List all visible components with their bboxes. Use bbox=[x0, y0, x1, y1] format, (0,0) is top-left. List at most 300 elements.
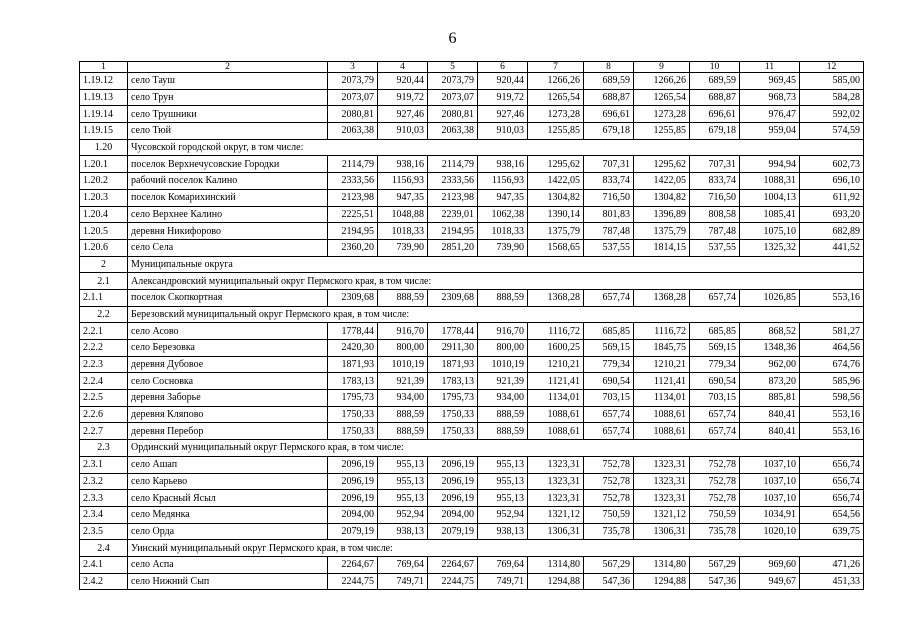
table-row bbox=[80, 523, 864, 540]
settlement-name: деревня Дубовое bbox=[128, 356, 328, 373]
section-row bbox=[80, 540, 864, 557]
value-cell-col-11: 994,94 bbox=[740, 156, 800, 173]
value-cell-col-9: 1265,54 bbox=[634, 89, 690, 106]
value-cell-col-6: 955,13 bbox=[478, 473, 528, 490]
value-cell-col-6: 739,90 bbox=[478, 239, 528, 256]
value-cell-col-8: 833,74 bbox=[584, 173, 634, 190]
section-title: Чусовской городской округ, в том числе: bbox=[128, 139, 864, 156]
section-title: Ординский муниципальный округ Пермского края, в том числе: bbox=[128, 440, 864, 457]
value-cell-col-3: 1750,33 bbox=[328, 423, 378, 440]
settlement-name: село Сосновка bbox=[128, 373, 328, 390]
value-cell-col-12: 656,74 bbox=[800, 490, 864, 507]
value-cell-col-4: 1048,88 bbox=[378, 206, 428, 223]
settlement-name: село Асово bbox=[128, 323, 328, 340]
value-cell-col-8: 547,36 bbox=[584, 573, 634, 590]
table-row bbox=[80, 456, 864, 473]
row-code: 2.2.5 bbox=[80, 390, 128, 407]
value-cell-col-12: 656,74 bbox=[800, 456, 864, 473]
value-cell-col-10: 688,87 bbox=[690, 89, 740, 106]
value-cell-col-5: 2911,30 bbox=[428, 340, 478, 357]
row-code: 1.20 bbox=[80, 139, 128, 156]
row-code: 2.2.1 bbox=[80, 323, 128, 340]
table-row bbox=[80, 373, 864, 390]
value-cell-col-12: 598,56 bbox=[800, 390, 864, 407]
value-cell-col-11: 873,20 bbox=[740, 373, 800, 390]
value-cell-col-6: 921,39 bbox=[478, 373, 528, 390]
value-cell-col-7: 1304,82 bbox=[528, 189, 584, 206]
value-cell-col-11: 1085,41 bbox=[740, 206, 800, 223]
value-cell-col-8: 779,34 bbox=[584, 356, 634, 373]
value-cell-col-3: 2333,56 bbox=[328, 173, 378, 190]
value-cell-col-5: 2079,19 bbox=[428, 523, 478, 540]
value-cell-col-8: 750,59 bbox=[584, 506, 634, 523]
column-header-12: 12 bbox=[800, 62, 864, 73]
value-cell-col-8: 685,85 bbox=[584, 323, 634, 340]
value-cell-col-5: 2063,38 bbox=[428, 123, 478, 140]
value-cell-col-11: 969,45 bbox=[740, 73, 800, 90]
value-cell-col-8: 735,78 bbox=[584, 523, 634, 540]
value-cell-col-12: 451,33 bbox=[800, 573, 864, 590]
value-cell-col-4: 955,13 bbox=[378, 456, 428, 473]
value-cell-col-9: 1255,85 bbox=[634, 123, 690, 140]
value-cell-col-7: 1121,41 bbox=[528, 373, 584, 390]
value-cell-col-11: 1037,10 bbox=[740, 490, 800, 507]
value-cell-col-6: 888,59 bbox=[478, 406, 528, 423]
value-cell-col-5: 2194,95 bbox=[428, 223, 478, 240]
value-cell-col-7: 1323,31 bbox=[528, 490, 584, 507]
value-cell-col-12: 602,73 bbox=[800, 156, 864, 173]
value-cell-col-12: 581,27 bbox=[800, 323, 864, 340]
value-cell-col-3: 2114,79 bbox=[328, 156, 378, 173]
settlement-name: поселок Скопкортная bbox=[128, 289, 328, 306]
row-code: 2.3.4 bbox=[80, 506, 128, 523]
value-cell-col-4: 1156,93 bbox=[378, 173, 428, 190]
value-cell-col-12: 592,02 bbox=[800, 106, 864, 123]
value-cell-col-3: 2073,79 bbox=[328, 73, 378, 90]
value-cell-col-6: 927,46 bbox=[478, 106, 528, 123]
value-cell-col-4: 769,64 bbox=[378, 556, 428, 573]
value-cell-col-8: 801,83 bbox=[584, 206, 634, 223]
value-cell-col-10: 696,61 bbox=[690, 106, 740, 123]
value-cell-col-7: 1323,31 bbox=[528, 456, 584, 473]
row-code: 2.2.3 bbox=[80, 356, 128, 373]
value-cell-col-10: 735,78 bbox=[690, 523, 740, 540]
settlement-name: рабочий поселок Калино bbox=[128, 173, 328, 190]
value-cell-col-9: 1306,31 bbox=[634, 523, 690, 540]
row-code: 2.1 bbox=[80, 273, 128, 290]
value-cell-col-8: 537,55 bbox=[584, 239, 634, 256]
row-code: 1.19.14 bbox=[80, 106, 128, 123]
value-cell-col-3: 2264,67 bbox=[328, 556, 378, 573]
value-cell-col-9: 1088,61 bbox=[634, 423, 690, 440]
table-row bbox=[80, 406, 864, 423]
row-code: 2.4 bbox=[80, 540, 128, 557]
value-cell-col-5: 2080,81 bbox=[428, 106, 478, 123]
value-cell-col-12: 585,00 bbox=[800, 73, 864, 90]
value-cell-col-3: 1750,33 bbox=[328, 406, 378, 423]
value-cell-col-8: 716,50 bbox=[584, 189, 634, 206]
value-cell-col-5: 1783,13 bbox=[428, 373, 478, 390]
value-cell-col-7: 1295,62 bbox=[528, 156, 584, 173]
value-cell-col-4: 955,13 bbox=[378, 490, 428, 507]
column-header-5: 5 bbox=[428, 62, 478, 73]
settlement-name: деревня Перебор bbox=[128, 423, 328, 440]
value-cell-col-3: 1783,13 bbox=[328, 373, 378, 390]
value-cell-col-5: 2123,98 bbox=[428, 189, 478, 206]
value-cell-col-11: 976,47 bbox=[740, 106, 800, 123]
value-cell-col-12: 441,52 bbox=[800, 239, 864, 256]
table-row bbox=[80, 556, 864, 573]
value-cell-col-10: 537,55 bbox=[690, 239, 740, 256]
value-cell-col-12: 674,76 bbox=[800, 356, 864, 373]
value-cell-col-4: 749,71 bbox=[378, 573, 428, 590]
value-cell-col-6: 749,71 bbox=[478, 573, 528, 590]
value-cell-col-7: 1314,80 bbox=[528, 556, 584, 573]
value-cell-col-6: 888,59 bbox=[478, 289, 528, 306]
value-cell-col-4: 1018,33 bbox=[378, 223, 428, 240]
value-cell-col-6: 1062,38 bbox=[478, 206, 528, 223]
value-cell-col-4: 938,16 bbox=[378, 156, 428, 173]
value-cell-col-9: 1314,80 bbox=[634, 556, 690, 573]
value-cell-col-7: 1255,85 bbox=[528, 123, 584, 140]
settlement-name: село Трушники bbox=[128, 106, 328, 123]
value-cell-col-8: 689,59 bbox=[584, 73, 634, 90]
value-cell-col-7: 1273,28 bbox=[528, 106, 584, 123]
table-row bbox=[80, 223, 864, 240]
value-cell-col-11: 1348,36 bbox=[740, 340, 800, 357]
value-cell-col-7: 1265,54 bbox=[528, 89, 584, 106]
settlement-name: село Карьево bbox=[128, 473, 328, 490]
table-row bbox=[80, 239, 864, 256]
table-row bbox=[80, 106, 864, 123]
value-cell-col-9: 1088,61 bbox=[634, 406, 690, 423]
value-cell-col-6: 916,70 bbox=[478, 323, 528, 340]
value-cell-col-11: 968,73 bbox=[740, 89, 800, 106]
value-cell-col-12: 682,89 bbox=[800, 223, 864, 240]
value-cell-col-11: 868,52 bbox=[740, 323, 800, 340]
value-cell-col-12: 471,26 bbox=[800, 556, 864, 573]
table-row bbox=[80, 423, 864, 440]
value-cell-col-9: 1323,31 bbox=[634, 473, 690, 490]
value-cell-col-5: 1795,73 bbox=[428, 390, 478, 407]
row-code: 2.3.2 bbox=[80, 473, 128, 490]
row-code: 1.20.5 bbox=[80, 223, 128, 240]
value-cell-col-7: 1266,26 bbox=[528, 73, 584, 90]
value-cell-col-7: 1375,79 bbox=[528, 223, 584, 240]
value-cell-col-6: 769,64 bbox=[478, 556, 528, 573]
value-cell-col-5: 2333,56 bbox=[428, 173, 478, 190]
value-cell-col-12: 553,16 bbox=[800, 406, 864, 423]
value-cell-col-6: 934,00 bbox=[478, 390, 528, 407]
value-cell-col-8: 787,48 bbox=[584, 223, 634, 240]
table-row bbox=[80, 573, 864, 590]
column-header-2: 2 bbox=[128, 62, 328, 73]
value-cell-col-8: 752,78 bbox=[584, 456, 634, 473]
value-cell-col-5: 1778,44 bbox=[428, 323, 478, 340]
value-cell-col-7: 1568,65 bbox=[528, 239, 584, 256]
value-cell-col-3: 2096,19 bbox=[328, 473, 378, 490]
value-cell-col-11: 1088,31 bbox=[740, 173, 800, 190]
value-cell-col-5: 1750,33 bbox=[428, 423, 478, 440]
value-cell-col-8: 688,87 bbox=[584, 89, 634, 106]
value-cell-col-10: 752,78 bbox=[690, 490, 740, 507]
value-cell-col-11: 1325,32 bbox=[740, 239, 800, 256]
value-cell-col-11: 962,00 bbox=[740, 356, 800, 373]
value-cell-col-5: 2264,67 bbox=[428, 556, 478, 573]
value-cell-col-6: 955,13 bbox=[478, 456, 528, 473]
row-code: 1.20.1 bbox=[80, 156, 128, 173]
value-cell-col-7: 1321,12 bbox=[528, 506, 584, 523]
table-row bbox=[80, 323, 864, 340]
value-cell-col-6: 800,00 bbox=[478, 340, 528, 357]
value-cell-col-12: 585,96 bbox=[800, 373, 864, 390]
page-number: 6 bbox=[448, 30, 457, 47]
value-cell-col-4: 952,94 bbox=[378, 506, 428, 523]
value-cell-col-3: 2225,51 bbox=[328, 206, 378, 223]
value-cell-col-4: 921,39 bbox=[378, 373, 428, 390]
value-cell-col-10: 569,15 bbox=[690, 340, 740, 357]
value-cell-col-11: 885,81 bbox=[740, 390, 800, 407]
settlement-name: село Березовка bbox=[128, 340, 328, 357]
column-header-1: 1 bbox=[80, 62, 128, 73]
value-cell-col-8: 657,74 bbox=[584, 406, 634, 423]
table-row bbox=[80, 89, 864, 106]
value-cell-col-12: 553,16 bbox=[800, 289, 864, 306]
value-cell-col-5: 2096,19 bbox=[428, 490, 478, 507]
table-row bbox=[80, 289, 864, 306]
column-header-3: 3 bbox=[328, 62, 378, 73]
value-cell-col-4: 920,44 bbox=[378, 73, 428, 90]
value-cell-col-9: 1304,82 bbox=[634, 189, 690, 206]
value-cell-col-4: 934,00 bbox=[378, 390, 428, 407]
table-row bbox=[80, 123, 864, 140]
value-cell-col-5: 2073,79 bbox=[428, 73, 478, 90]
value-cell-col-3: 2244,75 bbox=[328, 573, 378, 590]
value-cell-col-10: 679,18 bbox=[690, 123, 740, 140]
table-row bbox=[80, 156, 864, 173]
value-cell-col-7: 1088,61 bbox=[528, 406, 584, 423]
value-cell-col-3: 2123,98 bbox=[328, 189, 378, 206]
section-row bbox=[80, 139, 864, 156]
value-cell-col-7: 1422,05 bbox=[528, 173, 584, 190]
row-code: 2.2.4 bbox=[80, 373, 128, 390]
value-cell-col-3: 2096,19 bbox=[328, 490, 378, 507]
value-cell-col-9: 1814,15 bbox=[634, 239, 690, 256]
value-cell-col-12: 639,75 bbox=[800, 523, 864, 540]
value-cell-col-3: 2194,95 bbox=[328, 223, 378, 240]
value-cell-col-4: 910,03 bbox=[378, 123, 428, 140]
value-cell-col-3: 2309,68 bbox=[328, 289, 378, 306]
column-header-7: 7 bbox=[528, 62, 584, 73]
value-cell-col-10: 567,29 bbox=[690, 556, 740, 573]
column-header-11: 11 bbox=[740, 62, 800, 73]
value-cell-col-6: 938,13 bbox=[478, 523, 528, 540]
value-cell-col-3: 1871,93 bbox=[328, 356, 378, 373]
value-cell-col-7: 1294,88 bbox=[528, 573, 584, 590]
settlement-name: деревня Кляпово bbox=[128, 406, 328, 423]
section-title: Уинский муниципальный округ Пермского края, в том числе: bbox=[128, 540, 864, 557]
value-cell-col-10: 716,50 bbox=[690, 189, 740, 206]
value-cell-col-8: 657,74 bbox=[584, 423, 634, 440]
value-cell-col-12: 654,56 bbox=[800, 506, 864, 523]
value-cell-col-8: 703,15 bbox=[584, 390, 634, 407]
value-cell-col-8: 567,29 bbox=[584, 556, 634, 573]
table-row bbox=[80, 390, 864, 407]
value-cell-col-6: 938,16 bbox=[478, 156, 528, 173]
settlement-name: село Верхнее Калино bbox=[128, 206, 328, 223]
value-cell-col-6: 952,94 bbox=[478, 506, 528, 523]
value-cell-col-10: 657,74 bbox=[690, 406, 740, 423]
value-cell-col-8: 752,78 bbox=[584, 490, 634, 507]
value-cell-col-11: 1034,91 bbox=[740, 506, 800, 523]
value-cell-col-9: 1116,72 bbox=[634, 323, 690, 340]
value-cell-col-9: 1210,21 bbox=[634, 356, 690, 373]
value-cell-col-12: 553,16 bbox=[800, 423, 864, 440]
value-cell-col-4: 947,35 bbox=[378, 189, 428, 206]
table-row bbox=[80, 506, 864, 523]
value-cell-col-8: 657,74 bbox=[584, 289, 634, 306]
value-cell-col-11: 1037,10 bbox=[740, 473, 800, 490]
row-code: 2.2.2 bbox=[80, 340, 128, 357]
value-cell-col-7: 1088,61 bbox=[528, 423, 584, 440]
value-cell-col-8: 707,31 bbox=[584, 156, 634, 173]
column-header-9: 9 bbox=[634, 62, 690, 73]
value-cell-col-10: 787,48 bbox=[690, 223, 740, 240]
value-cell-col-11: 1075,10 bbox=[740, 223, 800, 240]
value-cell-col-9: 1294,88 bbox=[634, 573, 690, 590]
value-cell-col-10: 657,74 bbox=[690, 423, 740, 440]
value-cell-col-9: 1323,31 bbox=[634, 490, 690, 507]
row-code: 2.3.5 bbox=[80, 523, 128, 540]
row-code: 2 bbox=[80, 256, 128, 273]
table-row bbox=[80, 356, 864, 373]
section-title: Александровский муниципальный округ Пермского края, в том числе: bbox=[128, 273, 864, 290]
row-code: 1.19.15 bbox=[80, 123, 128, 140]
value-cell-col-8: 569,15 bbox=[584, 340, 634, 357]
row-code: 2.1.1 bbox=[80, 289, 128, 306]
column-header-8: 8 bbox=[584, 62, 634, 73]
value-cell-col-10: 685,85 bbox=[690, 323, 740, 340]
value-cell-col-11: 840,41 bbox=[740, 406, 800, 423]
value-cell-col-3: 1778,44 bbox=[328, 323, 378, 340]
value-cell-col-6: 955,13 bbox=[478, 490, 528, 507]
value-cell-col-8: 696,61 bbox=[584, 106, 634, 123]
value-cell-col-6: 1018,33 bbox=[478, 223, 528, 240]
value-cell-col-5: 2096,19 bbox=[428, 456, 478, 473]
value-cell-col-4: 888,59 bbox=[378, 423, 428, 440]
value-cell-col-4: 1010,19 bbox=[378, 356, 428, 373]
table-row bbox=[80, 490, 864, 507]
value-cell-col-12: 584,28 bbox=[800, 89, 864, 106]
value-cell-col-5: 2309,68 bbox=[428, 289, 478, 306]
value-cell-col-3: 2094,00 bbox=[328, 506, 378, 523]
settlement-name: поселок Верхнечусовские Городки bbox=[128, 156, 328, 173]
table-row bbox=[80, 206, 864, 223]
table-row bbox=[80, 340, 864, 357]
header-row bbox=[80, 62, 864, 73]
value-cell-col-5: 2096,19 bbox=[428, 473, 478, 490]
value-cell-col-5: 2851,20 bbox=[428, 239, 478, 256]
row-code: 2.4.1 bbox=[80, 556, 128, 573]
settlement-name: село Медянка bbox=[128, 506, 328, 523]
value-cell-col-3: 2063,38 bbox=[328, 123, 378, 140]
table-row bbox=[80, 173, 864, 190]
value-cell-col-4: 739,90 bbox=[378, 239, 428, 256]
value-cell-col-5: 2239,01 bbox=[428, 206, 478, 223]
value-cell-col-5: 2244,75 bbox=[428, 573, 478, 590]
value-cell-col-5: 2094,00 bbox=[428, 506, 478, 523]
value-cell-col-9: 1845,75 bbox=[634, 340, 690, 357]
value-cell-col-10: 703,15 bbox=[690, 390, 740, 407]
value-cell-col-12: 656,74 bbox=[800, 473, 864, 490]
value-cell-col-6: 888,59 bbox=[478, 423, 528, 440]
value-cell-col-12: 693,20 bbox=[800, 206, 864, 223]
value-cell-col-12: 611,92 bbox=[800, 189, 864, 206]
row-code: 2.3.3 bbox=[80, 490, 128, 507]
row-code: 2.2 bbox=[80, 306, 128, 323]
value-cell-col-5: 2073,07 bbox=[428, 89, 478, 106]
value-cell-col-9: 1396,89 bbox=[634, 206, 690, 223]
value-cell-col-5: 1871,93 bbox=[428, 356, 478, 373]
value-cell-col-10: 657,74 bbox=[690, 289, 740, 306]
tariff-table bbox=[79, 61, 864, 590]
value-cell-col-11: 1037,10 bbox=[740, 456, 800, 473]
value-cell-col-9: 1368,28 bbox=[634, 289, 690, 306]
value-cell-col-3: 1795,73 bbox=[328, 390, 378, 407]
row-code: 1.20.6 bbox=[80, 239, 128, 256]
value-cell-col-10: 779,34 bbox=[690, 356, 740, 373]
value-cell-col-7: 1390,14 bbox=[528, 206, 584, 223]
row-code: 1.20.2 bbox=[80, 173, 128, 190]
settlement-name: село Села bbox=[128, 239, 328, 256]
value-cell-col-7: 1368,28 bbox=[528, 289, 584, 306]
value-cell-col-9: 1422,05 bbox=[634, 173, 690, 190]
value-cell-col-10: 808,58 bbox=[690, 206, 740, 223]
row-code: 2.3 bbox=[80, 440, 128, 457]
value-cell-col-12: 464,56 bbox=[800, 340, 864, 357]
section-title: Березовский муниципальный округ Пермского края, в том числе: bbox=[128, 306, 864, 323]
value-cell-col-9: 1323,31 bbox=[634, 456, 690, 473]
value-cell-col-7: 1134,01 bbox=[528, 390, 584, 407]
value-cell-col-4: 916,70 bbox=[378, 323, 428, 340]
settlement-name: село Трун bbox=[128, 89, 328, 106]
settlement-name: село Нижний Сып bbox=[128, 573, 328, 590]
row-code: 1.20.3 bbox=[80, 189, 128, 206]
settlement-name: деревня Заборье bbox=[128, 390, 328, 407]
value-cell-col-6: 910,03 bbox=[478, 123, 528, 140]
section-row bbox=[80, 273, 864, 290]
column-header-6: 6 bbox=[478, 62, 528, 73]
value-cell-col-4: 888,59 bbox=[378, 406, 428, 423]
row-code: 2.4.2 bbox=[80, 573, 128, 590]
value-cell-col-12: 696,10 bbox=[800, 173, 864, 190]
value-cell-col-8: 752,78 bbox=[584, 473, 634, 490]
value-cell-col-11: 1020,10 bbox=[740, 523, 800, 540]
settlement-name: село Тюй bbox=[128, 123, 328, 140]
section-row bbox=[80, 306, 864, 323]
value-cell-col-10: 752,78 bbox=[690, 456, 740, 473]
value-cell-col-11: 949,67 bbox=[740, 573, 800, 590]
value-cell-col-9: 1295,62 bbox=[634, 156, 690, 173]
settlement-name: деревня Никифорово bbox=[128, 223, 328, 240]
row-code: 2.2.6 bbox=[80, 406, 128, 423]
value-cell-col-7: 1600,25 bbox=[528, 340, 584, 357]
row-code: 1.19.13 bbox=[80, 89, 128, 106]
settlement-name: село Тауш bbox=[128, 73, 328, 90]
value-cell-col-7: 1210,21 bbox=[528, 356, 584, 373]
value-cell-col-11: 959,04 bbox=[740, 123, 800, 140]
value-cell-col-9: 1375,79 bbox=[634, 223, 690, 240]
